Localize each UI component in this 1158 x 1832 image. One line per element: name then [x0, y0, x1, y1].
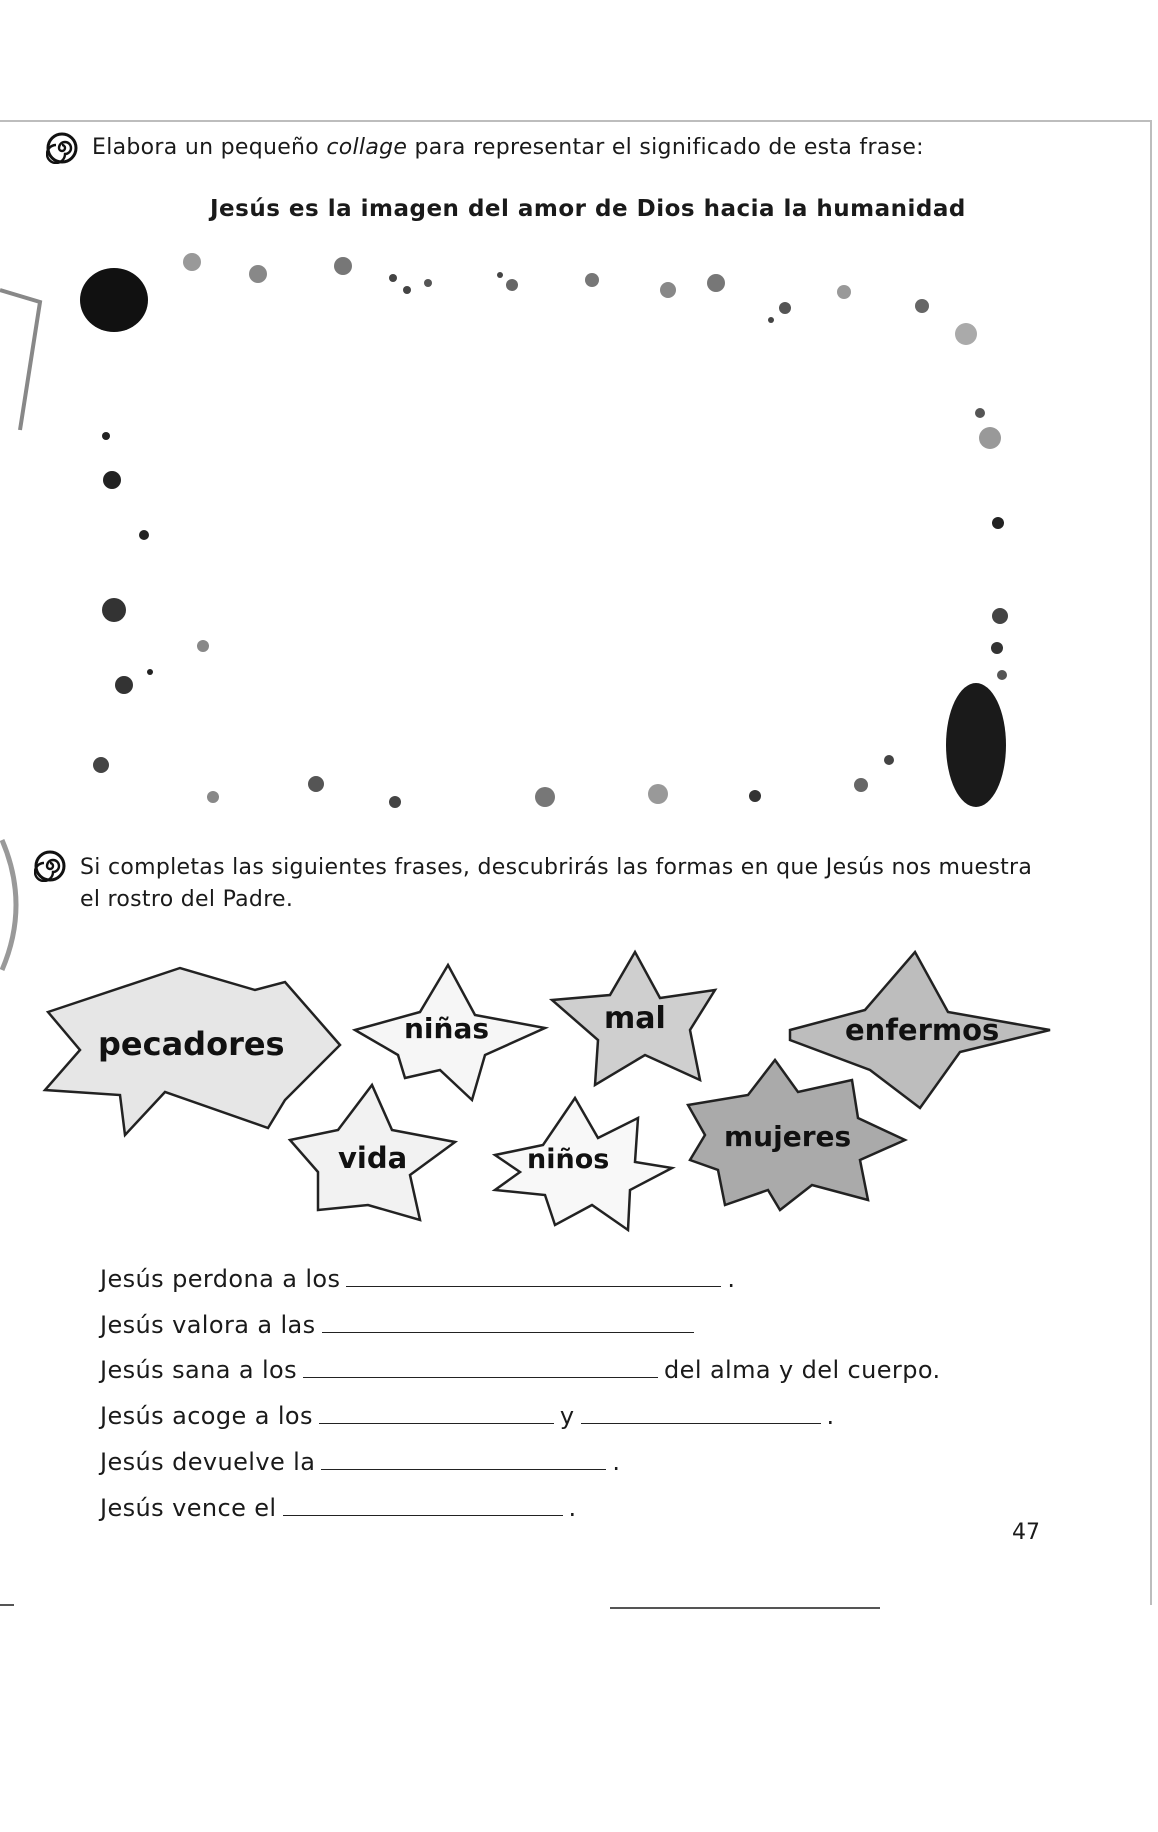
sentence-3-start: Jesús sana a los — [100, 1356, 298, 1384]
sentence-5-end: . — [612, 1448, 621, 1476]
sentence-1-start: Jesús perdona a los — [100, 1265, 341, 1293]
sentence-2-start: Jesús valora a las — [100, 1311, 316, 1339]
sentence-6 — [100, 1491, 577, 1525]
sentence-1 — [100, 1262, 735, 1296]
activity1-text-end: para representar el significado de esta frase: — [407, 135, 924, 160]
sentence-4-end: . — [826, 1402, 835, 1430]
star-word-mujeres: mujeres — [724, 1120, 852, 1153]
activity1-text-italic: collage — [326, 135, 408, 160]
star-word-enfermos: enfermos — [845, 1013, 1000, 1047]
sentence-6-start: Jesús vence el — [100, 1494, 277, 1522]
activity2-instruction-line2: el rostro del Padre. — [80, 887, 294, 912]
blank-field-2[interactable] — [322, 1310, 694, 1333]
motto-heading: Jesús es la imagen del amor de Dios hacia la humanidad — [210, 196, 966, 222]
sentence-4-middle: y — [559, 1402, 575, 1430]
sentence-1-end: . — [727, 1265, 736, 1293]
star-word-pecadores: pecadores — [98, 1025, 285, 1063]
blank-field-4a[interactable] — [319, 1401, 554, 1424]
activity1-text-start: Elabora un pequeño — [92, 135, 327, 160]
page-number: 47 — [1012, 1520, 1040, 1545]
star-word-ninos: niños — [527, 1144, 610, 1175]
sentence-5 — [100, 1445, 620, 1479]
sentence-2 — [100, 1308, 700, 1342]
sentence-4-start: Jesús acoge a los — [100, 1402, 313, 1430]
blank-field-4b[interactable] — [581, 1401, 821, 1424]
blank-field-1[interactable] — [346, 1264, 721, 1287]
activity2-instruction-line1: Si completas las siguientes frases, descubrirás las formas en que Jesús nos muestra — [80, 855, 1033, 880]
blank-field-5[interactable] — [321, 1447, 606, 1470]
star-word-vida: vida — [338, 1141, 408, 1175]
blank-field-6[interactable] — [283, 1493, 563, 1516]
blank-field-3[interactable] — [303, 1355, 658, 1378]
star-word-mal: mal — [604, 1001, 666, 1036]
sentence-5-start: Jesús devuelve la — [100, 1448, 316, 1476]
sentence-4 — [100, 1399, 835, 1433]
sentence-3-end: del alma y del cuerpo. — [664, 1356, 941, 1384]
sentence-6-end: . — [568, 1494, 577, 1522]
sentence-3 — [100, 1353, 941, 1387]
star-word-ninas: niñas — [404, 1012, 490, 1045]
